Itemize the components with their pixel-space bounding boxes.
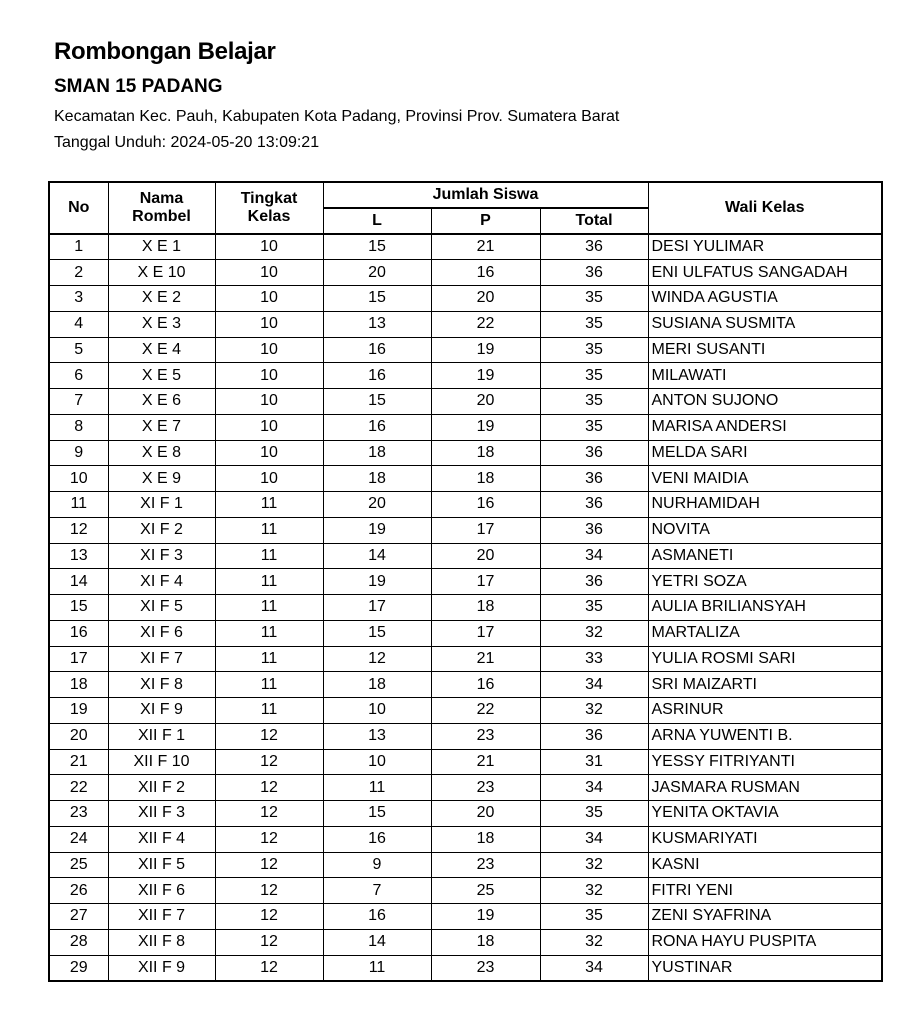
cell-total: 34 [540, 775, 648, 801]
table-row [49, 337, 882, 363]
cell-tingkat: 12 [215, 749, 323, 775]
cell-wali: YETRI SOZA [648, 569, 882, 595]
cell-p: 19 [431, 904, 540, 930]
cell-p: 16 [431, 492, 540, 518]
cell-rombel: XI F 9 [108, 698, 215, 724]
cell-rombel: X E 8 [108, 440, 215, 466]
cell-tingkat: 11 [215, 646, 323, 672]
table-row [49, 389, 882, 415]
cell-l: 10 [323, 698, 431, 724]
cell-p: 20 [431, 286, 540, 312]
cell-total: 36 [540, 569, 648, 595]
cell-l: 19 [323, 569, 431, 595]
cell-wali: NOVITA [648, 517, 882, 543]
cell-rombel: X E 4 [108, 337, 215, 363]
cell-tingkat: 10 [215, 440, 323, 466]
cell-l: 18 [323, 672, 431, 698]
table-row [49, 826, 882, 852]
cell-total: 36 [540, 723, 648, 749]
cell-total: 35 [540, 414, 648, 440]
cell-tingkat: 12 [215, 801, 323, 827]
table-row [49, 904, 882, 930]
cell-p: 18 [431, 595, 540, 621]
cell-no: 14 [49, 569, 108, 595]
table-header [49, 182, 882, 234]
cell-p: 20 [431, 389, 540, 415]
cell-l: 18 [323, 440, 431, 466]
cell-wali: MILAWATI [648, 363, 882, 389]
cell-tingkat: 10 [215, 286, 323, 312]
table-body [49, 234, 882, 981]
header-nama-rombel [108, 182, 215, 234]
cell-p: 21 [431, 234, 540, 260]
cell-l: 15 [323, 389, 431, 415]
cell-total: 36 [540, 466, 648, 492]
cell-tingkat: 12 [215, 723, 323, 749]
school-address: Kecamatan Kec. Pauh, Kabupaten Kota Padang, Provinsi Prov. Sumatera Barat [54, 108, 620, 125]
cell-tingkat: 12 [215, 852, 323, 878]
cell-no: 2 [49, 260, 108, 286]
cell-p: 22 [431, 311, 540, 337]
cell-rombel: XI F 3 [108, 543, 215, 569]
table-row [49, 595, 882, 621]
cell-no: 26 [49, 878, 108, 904]
cell-no: 18 [49, 672, 108, 698]
cell-p: 18 [431, 929, 540, 955]
cell-no: 4 [49, 311, 108, 337]
header-tingkat-line2: Kelas [247, 208, 291, 225]
cell-wali: MARTALIZA [648, 620, 882, 646]
table-row [49, 414, 882, 440]
cell-wali: YENITA OKTAVIA [648, 801, 882, 827]
cell-tingkat: 10 [215, 234, 323, 260]
cell-p: 20 [431, 801, 540, 827]
cell-total: 35 [540, 389, 648, 415]
cell-p: 20 [431, 543, 540, 569]
cell-total: 35 [540, 286, 648, 312]
cell-no: 5 [49, 337, 108, 363]
cell-wali: SRI MAIZARTI [648, 672, 882, 698]
table-row [49, 878, 882, 904]
cell-total: 31 [540, 749, 648, 775]
cell-tingkat: 11 [215, 595, 323, 621]
cell-rombel: XII F 7 [108, 904, 215, 930]
table-row [49, 698, 882, 724]
cell-p: 23 [431, 775, 540, 801]
cell-tingkat: 11 [215, 492, 323, 518]
cell-total: 35 [540, 337, 648, 363]
cell-p: 19 [431, 414, 540, 440]
cell-wali: MARISA ANDERSI [648, 414, 882, 440]
cell-no: 28 [49, 929, 108, 955]
cell-total: 36 [540, 234, 648, 260]
header-no: No [49, 182, 108, 234]
cell-tingkat: 11 [215, 620, 323, 646]
cell-rombel: X E 2 [108, 286, 215, 312]
cell-l: 15 [323, 620, 431, 646]
cell-no: 21 [49, 749, 108, 775]
cell-wali: WINDA AGUSTIA [648, 286, 882, 312]
cell-no: 16 [49, 620, 108, 646]
cell-p: 21 [431, 646, 540, 672]
cell-total: 33 [540, 646, 648, 672]
cell-l: 15 [323, 801, 431, 827]
school-name: SMAN 15 PADANG [54, 76, 223, 97]
cell-wali: YUSTINAR [648, 955, 882, 981]
cell-l: 15 [323, 286, 431, 312]
cell-no: 12 [49, 517, 108, 543]
table-row [49, 543, 882, 569]
cell-wali: ASMANETI [648, 543, 882, 569]
table-row [49, 801, 882, 827]
page-title: Rombongan Belajar [54, 38, 276, 65]
cell-l: 7 [323, 878, 431, 904]
cell-no: 22 [49, 775, 108, 801]
header-l: L [323, 208, 431, 234]
cell-tingkat: 11 [215, 698, 323, 724]
cell-tingkat: 11 [215, 672, 323, 698]
cell-rombel: XII F 9 [108, 955, 215, 981]
cell-total: 34 [540, 955, 648, 981]
cell-rombel: XII F 1 [108, 723, 215, 749]
cell-no: 27 [49, 904, 108, 930]
cell-no: 19 [49, 698, 108, 724]
cell-rombel: X E 3 [108, 311, 215, 337]
cell-l: 16 [323, 904, 431, 930]
cell-wali: ASRINUR [648, 698, 882, 724]
cell-no: 29 [49, 955, 108, 981]
table-row [49, 440, 882, 466]
cell-l: 13 [323, 311, 431, 337]
cell-rombel: XI F 4 [108, 569, 215, 595]
cell-rombel: XII F 6 [108, 878, 215, 904]
cell-total: 36 [540, 492, 648, 518]
cell-wali: MERI SUSANTI [648, 337, 882, 363]
cell-l: 16 [323, 414, 431, 440]
cell-wali: FITRI YENI [648, 878, 882, 904]
header-nama-rombel-line2: Rombel [132, 208, 191, 225]
table-row [49, 852, 882, 878]
cell-rombel: XII F 10 [108, 749, 215, 775]
cell-rombel: XI F 6 [108, 620, 215, 646]
cell-rombel: XI F 7 [108, 646, 215, 672]
cell-rombel: X E 9 [108, 466, 215, 492]
cell-tingkat: 10 [215, 414, 323, 440]
cell-no: 10 [49, 466, 108, 492]
cell-p: 17 [431, 517, 540, 543]
table-row [49, 749, 882, 775]
cell-total: 34 [540, 543, 648, 569]
table-row [49, 672, 882, 698]
cell-total: 32 [540, 852, 648, 878]
cell-no: 15 [49, 595, 108, 621]
cell-tingkat: 12 [215, 826, 323, 852]
cell-tingkat: 10 [215, 389, 323, 415]
cell-no: 3 [49, 286, 108, 312]
table-row [49, 646, 882, 672]
table-row [49, 466, 882, 492]
cell-total: 35 [540, 595, 648, 621]
cell-total: 35 [540, 904, 648, 930]
cell-l: 14 [323, 543, 431, 569]
cell-tingkat: 12 [215, 775, 323, 801]
cell-l: 15 [323, 234, 431, 260]
header-wali-kelas: Wali Kelas [648, 182, 882, 234]
cell-l: 18 [323, 466, 431, 492]
table-row [49, 260, 882, 286]
table-row [49, 517, 882, 543]
cell-wali: JASMARA RUSMAN [648, 775, 882, 801]
cell-total: 36 [540, 260, 648, 286]
cell-rombel: XII F 4 [108, 826, 215, 852]
cell-p: 22 [431, 698, 540, 724]
table-row [49, 492, 882, 518]
header-nama-rombel-line1: Nama [139, 190, 184, 208]
cell-rombel: XI F 2 [108, 517, 215, 543]
cell-l: 13 [323, 723, 431, 749]
cell-no: 17 [49, 646, 108, 672]
cell-p: 19 [431, 363, 540, 389]
cell-p: 25 [431, 878, 540, 904]
cell-wali: AULIA BRILIANSYAH [648, 595, 882, 621]
cell-no: 6 [49, 363, 108, 389]
cell-no: 20 [49, 723, 108, 749]
cell-total: 34 [540, 826, 648, 852]
table-row [49, 929, 882, 955]
cell-l: 11 [323, 955, 431, 981]
cell-p: 16 [431, 260, 540, 286]
cell-rombel: X E 10 [108, 260, 215, 286]
cell-wali: KASNI [648, 852, 882, 878]
cell-tingkat: 12 [215, 878, 323, 904]
cell-no: 8 [49, 414, 108, 440]
cell-p: 23 [431, 723, 540, 749]
cell-l: 12 [323, 646, 431, 672]
cell-p: 17 [431, 569, 540, 595]
cell-rombel: X E 6 [108, 389, 215, 415]
cell-total: 32 [540, 698, 648, 724]
header-jumlah-siswa: Jumlah Siswa [323, 182, 648, 208]
cell-total: 35 [540, 801, 648, 827]
header-tingkat-kelas [215, 182, 323, 234]
table-row [49, 723, 882, 749]
cell-tingkat: 12 [215, 929, 323, 955]
cell-tingkat: 11 [215, 517, 323, 543]
cell-rombel: X E 7 [108, 414, 215, 440]
cell-tingkat: 10 [215, 260, 323, 286]
cell-tingkat: 11 [215, 543, 323, 569]
cell-l: 20 [323, 492, 431, 518]
cell-tingkat: 10 [215, 311, 323, 337]
cell-total: 36 [540, 440, 648, 466]
cell-wali: MELDA SARI [648, 440, 882, 466]
cell-total: 32 [540, 929, 648, 955]
table-row [49, 955, 882, 981]
cell-no: 7 [49, 389, 108, 415]
cell-p: 19 [431, 337, 540, 363]
cell-l: 19 [323, 517, 431, 543]
table-row [49, 311, 882, 337]
cell-wali: SUSIANA SUSMITA [648, 311, 882, 337]
cell-rombel: XII F 3 [108, 801, 215, 827]
cell-no: 24 [49, 826, 108, 852]
cell-total: 36 [540, 517, 648, 543]
cell-rombel: XI F 1 [108, 492, 215, 518]
table-row [49, 286, 882, 312]
cell-l: 10 [323, 749, 431, 775]
table-row [49, 775, 882, 801]
cell-wali: ARNA YUWENTI B. [648, 723, 882, 749]
cell-no: 23 [49, 801, 108, 827]
cell-p: 18 [431, 826, 540, 852]
cell-total: 32 [540, 620, 648, 646]
cell-wali: YULIA ROSMI SARI [648, 646, 882, 672]
cell-l: 17 [323, 595, 431, 621]
cell-no: 13 [49, 543, 108, 569]
cell-p: 23 [431, 955, 540, 981]
header-total: Total [540, 208, 648, 234]
cell-total: 32 [540, 878, 648, 904]
cell-no: 1 [49, 234, 108, 260]
cell-rombel: X E 5 [108, 363, 215, 389]
cell-p: 17 [431, 620, 540, 646]
header-tingkat-line1: Tingkat [240, 190, 298, 208]
cell-wali: DESI YULIMAR [648, 234, 882, 260]
cell-l: 16 [323, 363, 431, 389]
cell-tingkat: 12 [215, 904, 323, 930]
cell-wali: ANTON SUJONO [648, 389, 882, 415]
cell-l: 9 [323, 852, 431, 878]
cell-wali: ENI ULFATUS SANGADAH [648, 260, 882, 286]
cell-p: 16 [431, 672, 540, 698]
cell-no: 25 [49, 852, 108, 878]
cell-tingkat: 12 [215, 955, 323, 981]
cell-total: 35 [540, 311, 648, 337]
cell-p: 23 [431, 852, 540, 878]
cell-l: 11 [323, 775, 431, 801]
cell-total: 35 [540, 363, 648, 389]
cell-rombel: XI F 5 [108, 595, 215, 621]
cell-p: 18 [431, 440, 540, 466]
cell-tingkat: 10 [215, 466, 323, 492]
table-row [49, 569, 882, 595]
cell-wali: YESSY FITRIYANTI [648, 749, 882, 775]
cell-wali: RONA HAYU PUSPITA [648, 929, 882, 955]
cell-rombel: XII F 8 [108, 929, 215, 955]
cell-wali: VENI MAIDIA [648, 466, 882, 492]
cell-wali: ZENI SYAFRINA [648, 904, 882, 930]
cell-p: 21 [431, 749, 540, 775]
cell-tingkat: 10 [215, 337, 323, 363]
table-row [49, 363, 882, 389]
cell-tingkat: 10 [215, 363, 323, 389]
cell-wali: NURHAMIDAH [648, 492, 882, 518]
cell-no: 9 [49, 440, 108, 466]
cell-rombel: XI F 8 [108, 672, 215, 698]
cell-l: 16 [323, 826, 431, 852]
download-date: Tanggal Unduh: 2024-05-20 13:09:21 [54, 134, 320, 151]
cell-l: 16 [323, 337, 431, 363]
rombel-table [48, 181, 883, 982]
cell-tingkat: 11 [215, 569, 323, 595]
table-row [49, 620, 882, 646]
cell-rombel: XII F 2 [108, 775, 215, 801]
cell-no: 11 [49, 492, 108, 518]
table-row [49, 234, 882, 260]
cell-total: 34 [540, 672, 648, 698]
cell-rombel: XII F 5 [108, 852, 215, 878]
cell-l: 20 [323, 260, 431, 286]
cell-p: 18 [431, 466, 540, 492]
cell-rombel: X E 1 [108, 234, 215, 260]
cell-l: 14 [323, 929, 431, 955]
header-p: P [431, 208, 540, 234]
cell-wali: KUSMARIYATI [648, 826, 882, 852]
